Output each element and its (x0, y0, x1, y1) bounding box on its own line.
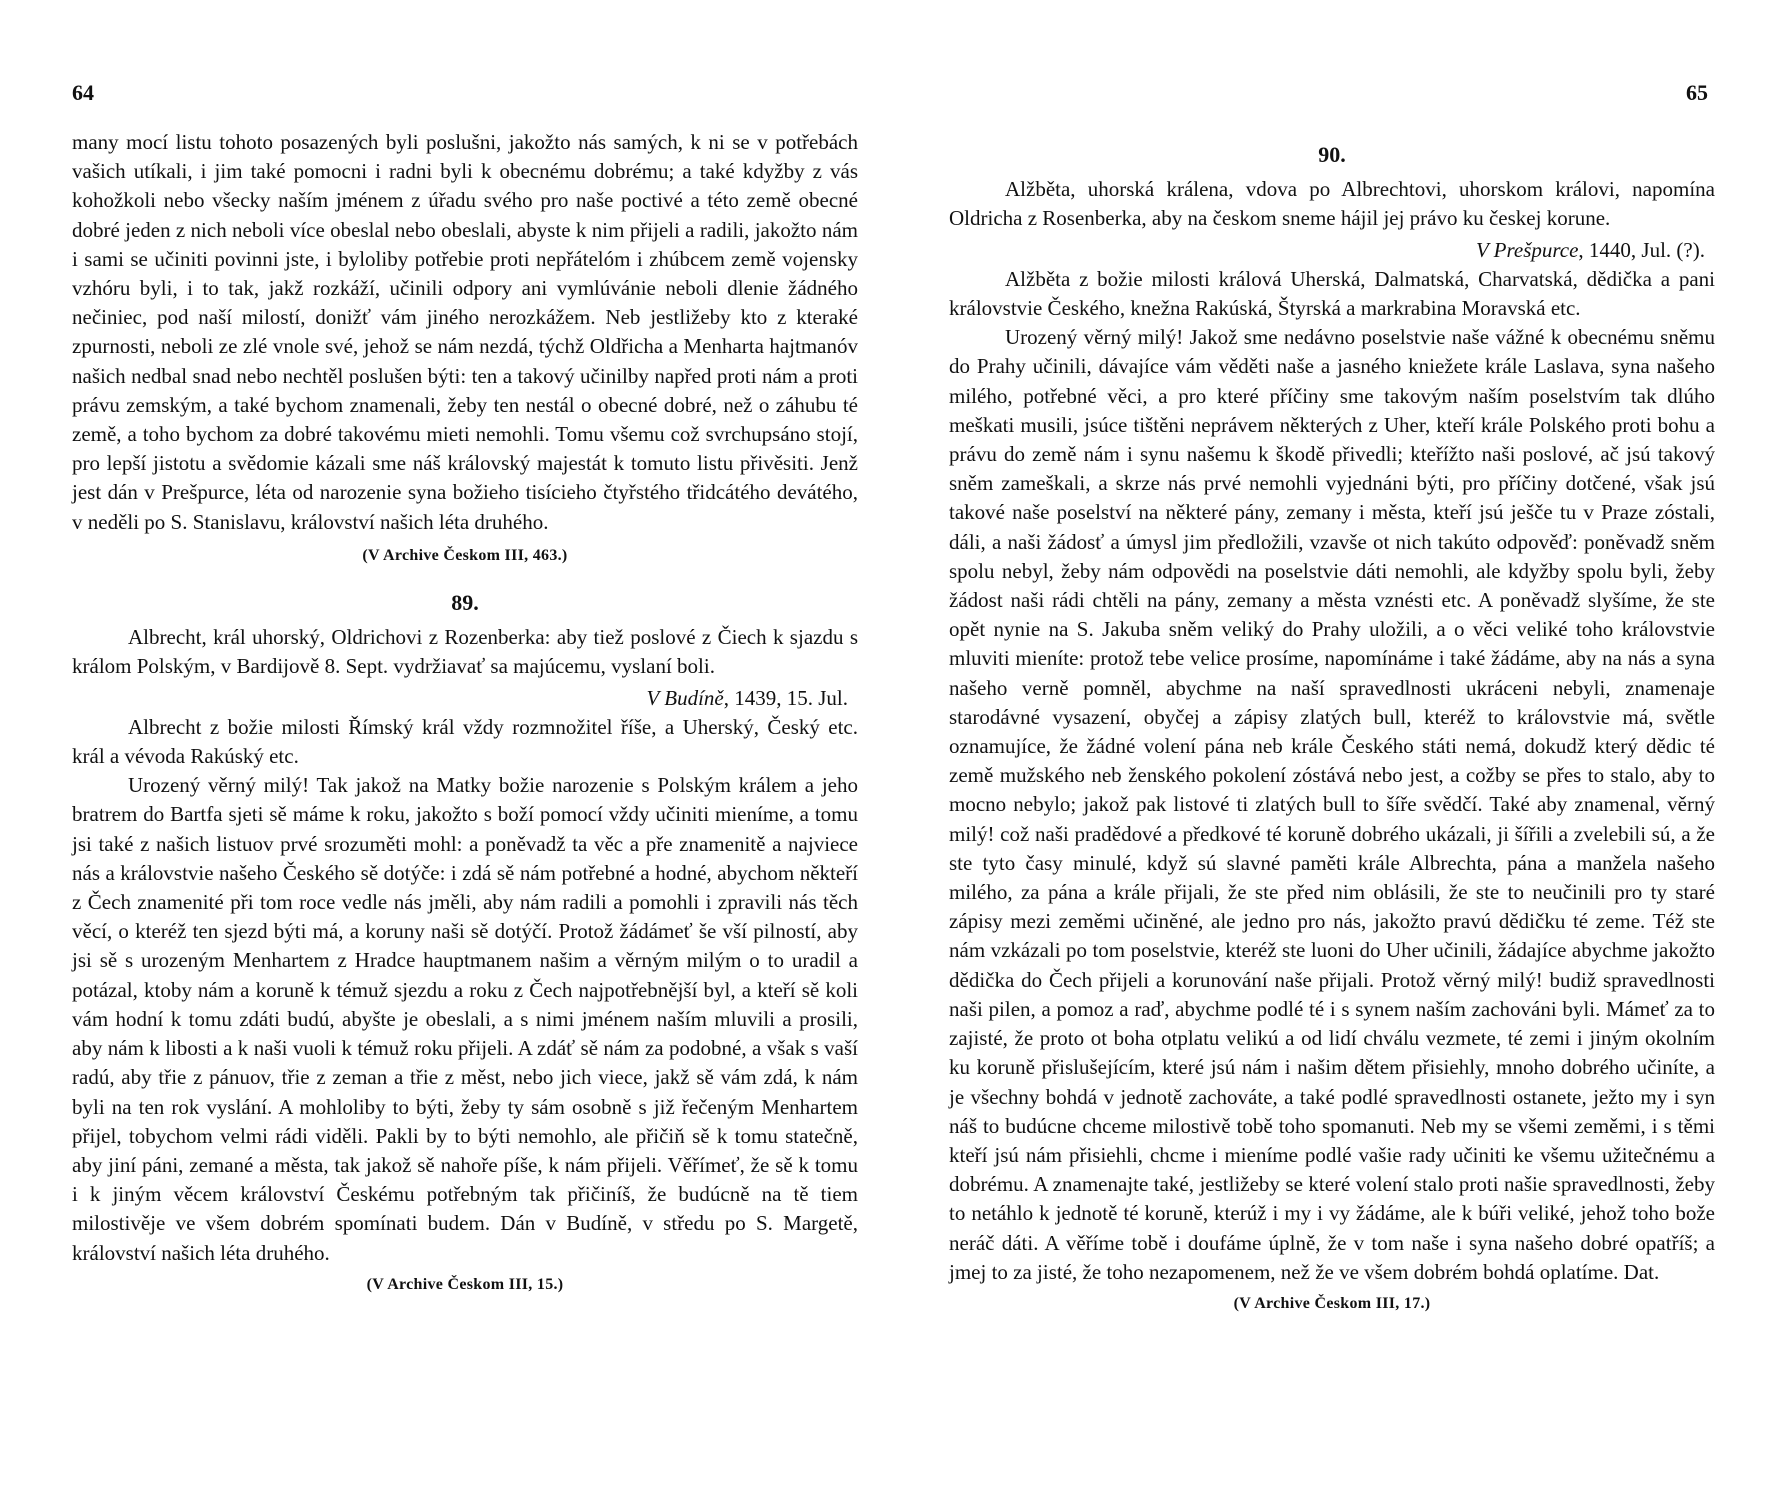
date-text: , 1440, Jul. (?). (1578, 237, 1705, 262)
letter-body: Urozený věrný milý! Jakož sme nedávno poselstvie naše vážné k obecnému sněmu do Prahy učinili, dávajíce vám věděti naše a jasného kniežete krále Laslava, syna našeho milého, potřebné věci, a pro které příčiny sme takovým naším poselstvím tak dlúho meškati musili, jsúce tištěni neprávem některých z Uher, kteří krále Polského proti bohu a právu do země nám i synu našemu k škodě přivedli; kteřížto naši poslové, ač jsú takový sněm zameškali, a skrze nás prvé nemohli vyjednáni býti, pro příčiny dotčené, však jsú takové naše poselství na některé pány, zemany i města, kteří jsú ješče tu v Praze zóstali, dáli, a naši žádosť a úmysl jim předložili, vzavše ot nich takúto odpověď: poněvadž sněm spolu nebyl, žeby nám odpovědi na poselstvie dáti nemohli, ale kdyžby spolu byli, žeby žádost naši rádi chtěli na pány, zemany a města vznésti etc. A poněvadž slyšíme, že ste opět nynie na S. Jakuba sněm veliký do Prahy uložili, a o věci veliké toho královstvie mluviti mieníte: protož tebe velice prosíme, napomínáme i také žádáme, aby na nás a syna našeho verně pomněl, abychme na naší spravedlnosti ukráceni nebyli, znamenaje starodávné vysazení, obyčej a zápisy zlatých bull, kteréž to královstvie má, světle oznamujíce, že žádné volení pána neb krále Českého státi nemá, dokudž který dědic té země mužského neb ženského pokolení zóstává nebo jest, a cožby se přes to stalo, aby to mocno nebylo; jakož pak listové ti zlatých bull to šíře svědčí. Také aby znamenal, věrný milý! což naši pradědové a předkové té koruně dobrého ukázali, ji šířili a zvelebili sú, a že ste tyto časy minulé, když sú slavné paměti krále Albrechta, pána a manžela našeho milého, za pána a krále přijali, že ste před nim oblásili, že ste to neučinili pro ty staré zápisy mezi zeměmi učiněné, ale jedno pro nás, jakožto pravú dědičku té zeme. Též ste nám vzkázali po tom poselstvie, kteréž ste luoni do Uher učinili, žádajíce abychme jakožto dědička do Čech přijeli a korunování naše přijali. Protož věrný milý! budiž spravedlnosti naši pilen, a pomoz a raď, abychme podlé té i s synem naším zachováni byli. Mámeť za to zajisté, že proto ot boha otplatu velikú a od lidí chválu vezmete, té zemi i jiným okolním ku koruně přislušejícím, které jsú nám i našim dětem přisiehly, mnoho dobrého učiníte, a je všechny bohdá v jednotě zachováte, a také podlé spravedlnosti ostanete, ježto my i syn náš to budúcne chceme milostivě tobě toho spomanuti. Neb my se všemi zeměmi, i s těmi kteří jsú nám přisiehli, chcme i mieníme podlé vašie rady učiniti ke všemu užitečnému a dobrému. A znamenajte také, jestližeby se které volení stalo proti našie spravedlnosti, žeby to netáhlo k jednotě té koruně, kterúž i my i vy žádáme, ale k búři veliké, jehož toho bože neráč dáti. A věříme tobě i doufáme úplně, že v tom naše i syna našeho dobré opatříš; a jmej to za jisté, že toho nezapomenem, než že ve všem dobrém bohdá oplatíme. Dat. (949, 325, 1715, 1284)
page-number: 64 (72, 80, 94, 105)
archive-citation: (V Archive Českom III, 15.) (366, 1275, 564, 1293)
continuation-text: many mocí listu tohoto posazených byli poslušni, jakožto nás samých, k ni se v potřebách vašich utíkali, i jim také pomocni i radni byli k obecnému dobrému; a také kdyžby z vás kohožkoli nebo všecky naším jménem z úřadu svého pro naše poctivé a této země obecné dobré jeden z nich neboli více obeslal nebo obeslali, abyste k nim přijeli a radili, jakožto nám i sami se učiniti povinni jste, i byloliby potřebie proti nepřátelóm i zhúbcem země vojensky vzhóru byli, i to tak, jakž rozkáží, učinili odpory ani vymlúvánie neboli dlenie žádného nečiniec, pod naší milostí, donižť vám jiného nerozkážem. Neb jestližeby kto z kteraké zpurnosti, neboli ze zlé vnole své, jehož se nám nezdá, týchž Oldřicha a Menharta hajtmanóv našich nedbal snad nebo nechtěl poslušen býti: ten a takový učinilby napřed proti nám a proti právu zemským, a také bychom znamenali, žeby ten nestál o obecné dobré, než o záhubu té země, a toho bychom za dobré takovému mieti nemohli. Tomu všemu což svrchupsáno stojí, pro lepší jistotu a svědomie kázali sme náš královský majestát k tomuto listu přivěsiti. Jenž jest dán v Prešpurce, léta od narozenie syna božieho tisícieho čtyřstého třidcátého devátého, v neděli po S. Stanislavu, království našich léta druhého. (72, 130, 858, 534)
place-date (72, 684, 858, 713)
document-number: 90. (1318, 142, 1346, 167)
archive-citation: (V Archive Českom III, 17.) (1233, 1294, 1431, 1312)
date-text: , 1439, 15. Jul. (723, 685, 848, 710)
page-number: 65 (1686, 80, 1708, 105)
intitulatio: Alžběta z božie milosti králová Uherská, Dalmatská, Charvatská, dědička a pani královstvie Českého, knežna Rakúská, Štyrská a markrabina Moravská etc. (949, 266, 1715, 321)
document-heading: Albrecht, král uhorský, Oldrichovi z Rozenberka: aby tiež poslové z Čiech k sjazdu s králom Polským, v Bardijově 8. Sept. vydržiavať sa majúcemu, vyslaní boli. (72, 625, 858, 679)
right-page (893, 0, 1786, 1500)
text-column (949, 128, 1715, 1336)
letter-body: Urozený věrný milý! Tak jakož na Matky božie narozenie s Polským králem a jeho bratrem do Bartfa sjeti sě máme k roku, jakožto s boží pomocí vždy učiniti mieníme, a tomu jsi také z našich listuov prvé srozuměti mohl: a poněvadž ta věc a pře znamenitě a najviece nás a královstvie našeho Českého sě dotýče: i zdá sě nám potřebné a hodné, abychom někteří z Čech znamenité při tom roce vedle nás jměli, aby nám radili a pomohli i zpravili nás těch věcí, o kteréž ten sjezd býti má, a koruny naši sě dotýčí. Protož žádámeť še vší pilností, aby jsi sě s urozeným Menhartem z Hradce hauptmanem našim a věrným milým o to uradil a potázal, ktoby nám a koruně k témuž sjezdu a roku z Čech najpotřebnější byl, a kteří sě koli vám hodní k tomu zdáti budú, abyšte je obeslali, a s nimi jménem naším mluvili a prosili, aby nám k libosti a k naši vuoli k témuž roku přijeli. A zdáť sě nám za podobné, a však s vaší radú, aby třie z pánuov, třie z zeman a třie z měst, nebo jich viece, jakž sě vám zdá, k nám byli na ten rok vyslání. A mohloliby to býti, žeby ty sám osobně s již řečeným Menhartem přijel, tobychom velmi rádi viděli. Pakli by to býti nemohlo, ale přičiň sě k tomu statečně, aby jiní páni, zemané a města, tak jakož sě nahoře píše, k nám přijeli. Věřímeť, že sě k tomu i k jiným věcem království Českému potřebným tak přičiníš, že budúcně na tě tiem milostivěje ve všem dobrém spomínati budem. Dán v Budíně, v středu po S. Margetě, království našich léta druhého. (72, 773, 858, 1265)
place-date (949, 236, 1715, 265)
intitulatio: Albrecht z božie milosti Římský král vždy rozmnožitel říše, a Uherský, Český etc. král a vévoda Rakúský etc. (72, 714, 858, 769)
archive-citation: (V Archive Českom III, 463.) (362, 546, 568, 564)
document-number: 89. (451, 590, 479, 616)
place-name: V Budíně (646, 685, 724, 710)
place-name: V Prešpurce (1475, 237, 1579, 262)
text-column (72, 128, 858, 1317)
document-heading: Alžběta, uhorská králena, vdova po Albrechtovi, uhorskom královi, napomína Oldricha z Rosenberka, aby na českom sneme hájil jej právo ku českej korune. (949, 177, 1715, 231)
